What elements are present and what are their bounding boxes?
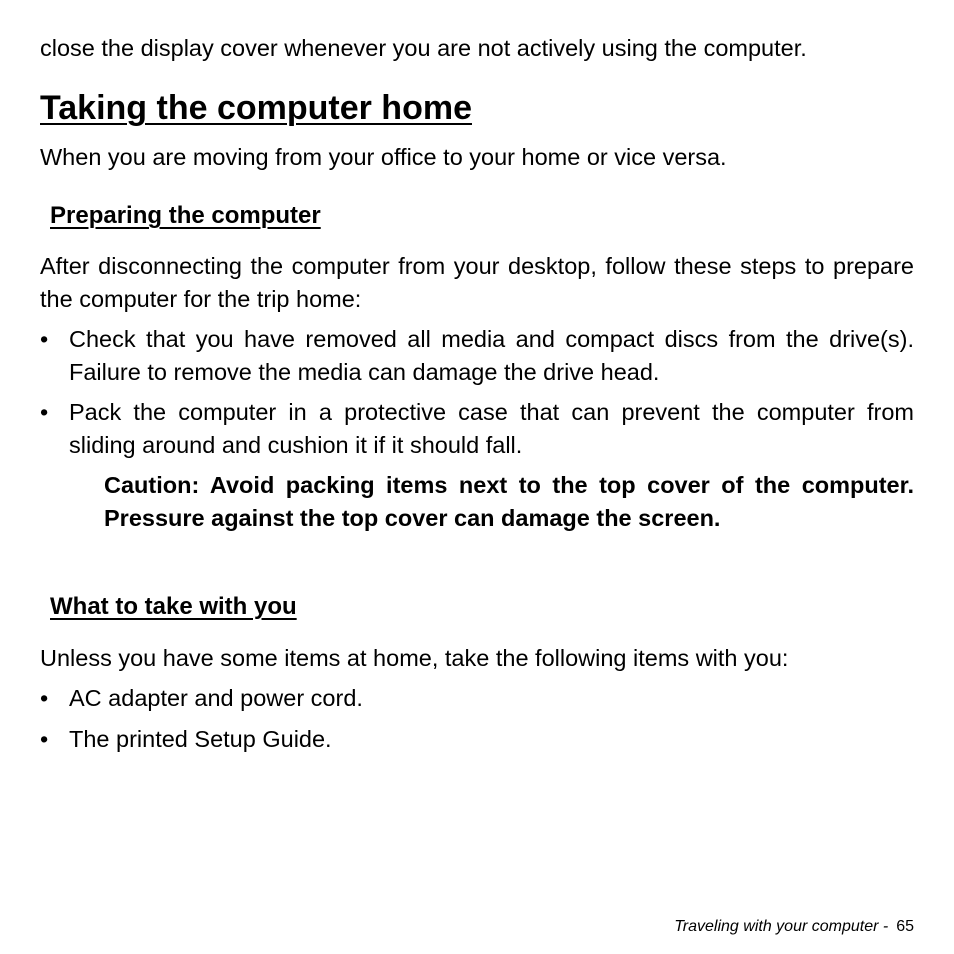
list-item [40, 323, 914, 389]
intro-line: close the display cover whenever you are not actively using the computer. [40, 35, 807, 61]
take-with-intro: Unless you have some items at home, take the following items with you: [40, 645, 789, 671]
take-with-heading: What to take with you [50, 593, 297, 620]
list-item [40, 723, 914, 756]
preparing-intro: After disconnecting the computer from your desktop, follow these steps to prepare the computer for the trip home: [40, 253, 914, 312]
bullet-icon: • [40, 326, 49, 352]
list-item-text: AC adapter and power cord. [69, 685, 363, 711]
page-footer [674, 916, 914, 938]
footer-chapter: Traveling with your computer - [674, 918, 889, 935]
list-item-text: Pack the computer in a protective case that can prevent the computer from sliding around and cushion it if it should fall. [69, 399, 914, 458]
list-item [40, 396, 914, 462]
list-item-text: Check that you have removed all media and compact discs from the drive(s). Failure to remove the media can damage the drive head. [69, 326, 914, 385]
section-title: Taking the computer home [40, 89, 472, 127]
page-number: 65 [896, 918, 914, 935]
bullet-icon: • [40, 399, 49, 425]
bullet-icon: • [40, 726, 49, 752]
list-item-text: The printed Setup Guide. [69, 726, 332, 752]
caution-note: Caution: Avoid packing items next to the top cover of the computer. Pressure against the top cover can damage the screen. [104, 472, 914, 531]
preparing-heading: Preparing the computer [50, 202, 321, 229]
section-description: When you are moving from your office to your home or vice versa. [40, 144, 727, 170]
list-item [40, 682, 914, 715]
bullet-icon: • [40, 685, 49, 711]
